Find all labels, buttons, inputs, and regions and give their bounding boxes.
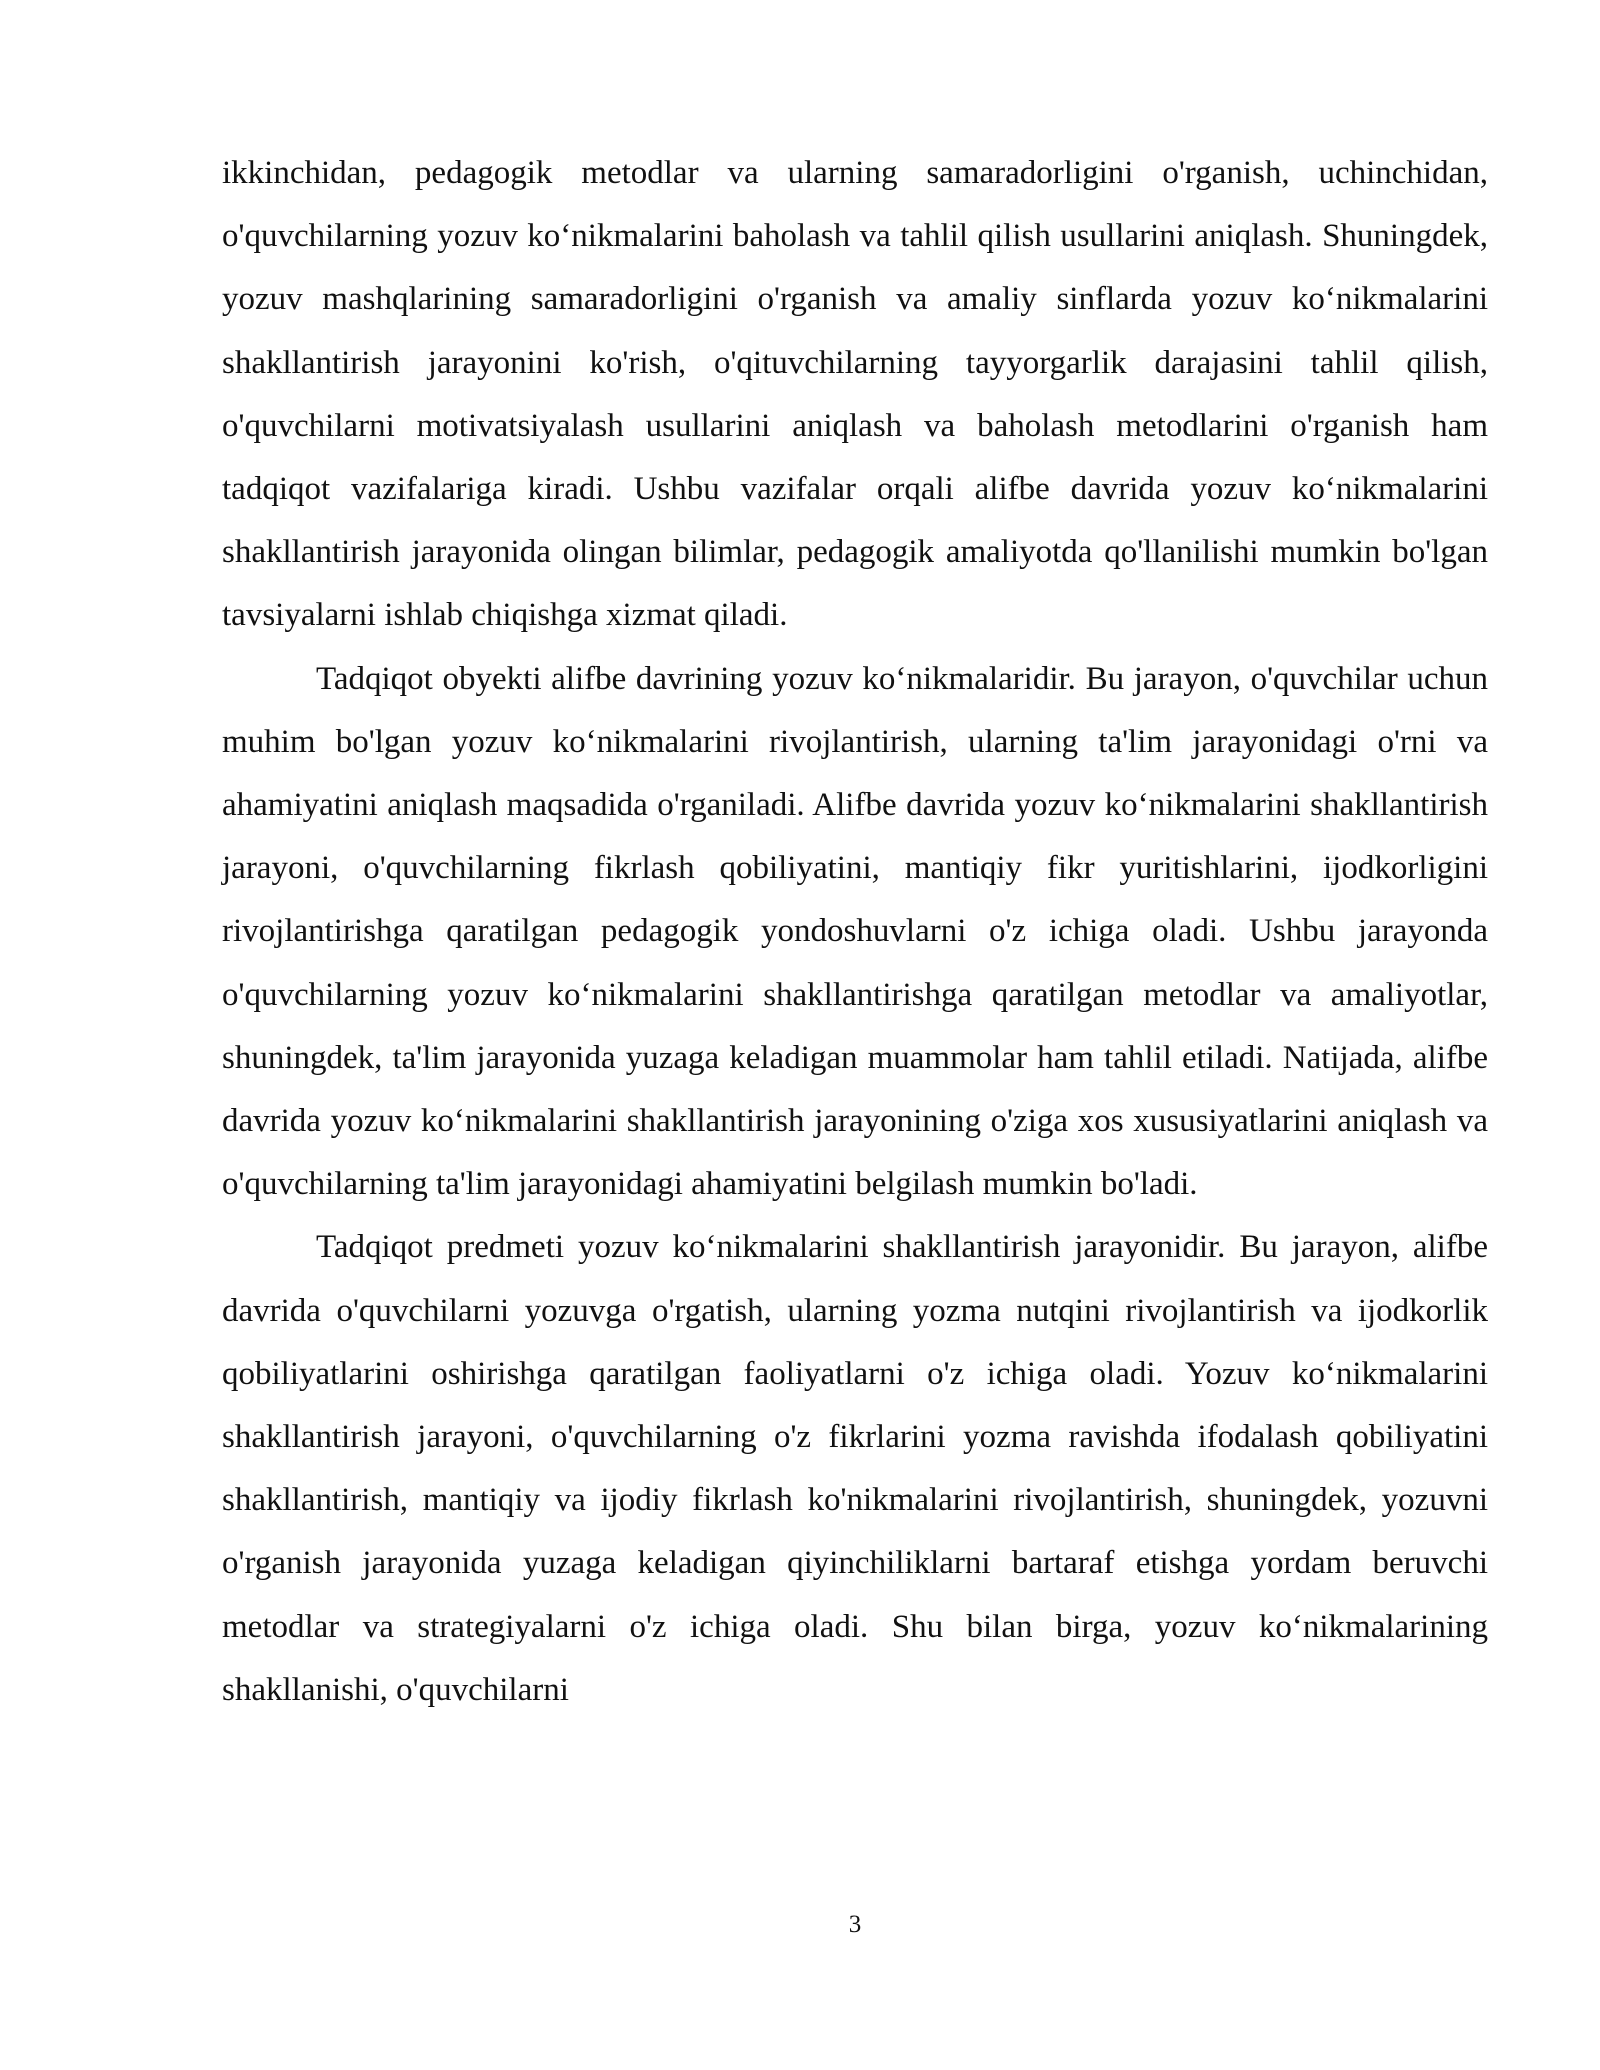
paragraph-research-subject: Tadqiqot predmeti yozuv ko‘nikmalarini shakllantirish jarayonidir. Bu jarayon, alifbe davrida o'quvchilarni yozuvga o'rgatish, ularning yozma nutqini rivojlantirish va ijodkorlik qobiliyatlarini oshirishga qaratilgan faoliyatlarni o'z ichiga oladi. Yozuv ko‘nikmalarini shakllantirish jarayoni, o'quvchilarning o'z fikrlarini yozma ravishda ifodalash qobiliyatini shakllantirish, mantiqiy va ijodiy fikrlash ko'nikmalarini rivojlantirish, shuningdek, yozuvni o'rganish jarayonida yuzaga keladigan qiyinchiliklarni bartaraf etishga yordam beruvchi metodlar va strategiyalarni o'z ichiga oladi. Shu bilan birga, yozuv ko‘nikmalarining shakllanishi, o'quvchilarni	[222, 1229, 1488, 1708]
paragraph-research-object: Tadqiqot obyekti alifbe davrining yozuv ko‘nikmalaridir. Bu jarayon, o'quvchilar uchun muhim bo'lgan yozuv ko‘nikmalarini rivojlantirish, ularning ta'lim jarayonidagi o'rni va ahamiyatini aniqlash maqsadida o'rganiladi. Alifbe davrida yozuv ko‘nikmalarini shakllantirish jarayoni, o'quvchilarning fikrlash qobiliyatini, mantiqiy fikr yuritishlarini, ijodkorligini rivojlantirishga qaratilgan pedagogik yondoshuvlarni o'z ichiga oladi. Ushbu jarayonda o'quvchilarning yozuv ko‘nikmalarini shakllantirishga qaratilgan metodlar va amaliyotlar, shuningdek, ta'lim jarayonida yuzaga keladigan muammolar ham tahlil etiladi. Natijada, alifbe davrida yozuv ko‘nikmalarini shakllantirish jarayonining o'ziga xos xususiyatlarini aniqlash va o'quvchilarning ta'lim jarayonidagi ahamiyatini belgilash mumkin bo'ladi.	[222, 660, 1488, 1203]
page-number: 3	[848, 1911, 862, 1938]
paragraph-tasks-continued: ikkinchidan, pedagogik metodlar va ularning samaradorligini o'rganish, uchinchidan, o'quvchilarning yozuv ko‘nikmalarini baholash va tahlil qilish usullarini aniqlash. Shuningdek, yozuv mashqlarining samaradorligini o'rganish va amaliy sinflarda yozuv ko‘nikmalarini shakllantirish jarayonini ko'rish, o'qituvchilarning tayyorgarlik darajasini tahlil qilish, o'quvchilarni motivatsiyalash usullarini aniqlash va baholash metodlarini o'rganish ham tadqiqot vazifalariga kiradi. Ushbu vazifalar orqali alifbe davrida yozuv ko‘nikmalarini shakllantirish jarayonida olingan bilimlar, pedagogik amaliyotda qo'llanilishi mumkin bo'lgan tavsiyalarni ishlab chiqishga xizmat qiladi.	[222, 155, 1488, 634]
body-text	[222, 142, 1488, 1722]
